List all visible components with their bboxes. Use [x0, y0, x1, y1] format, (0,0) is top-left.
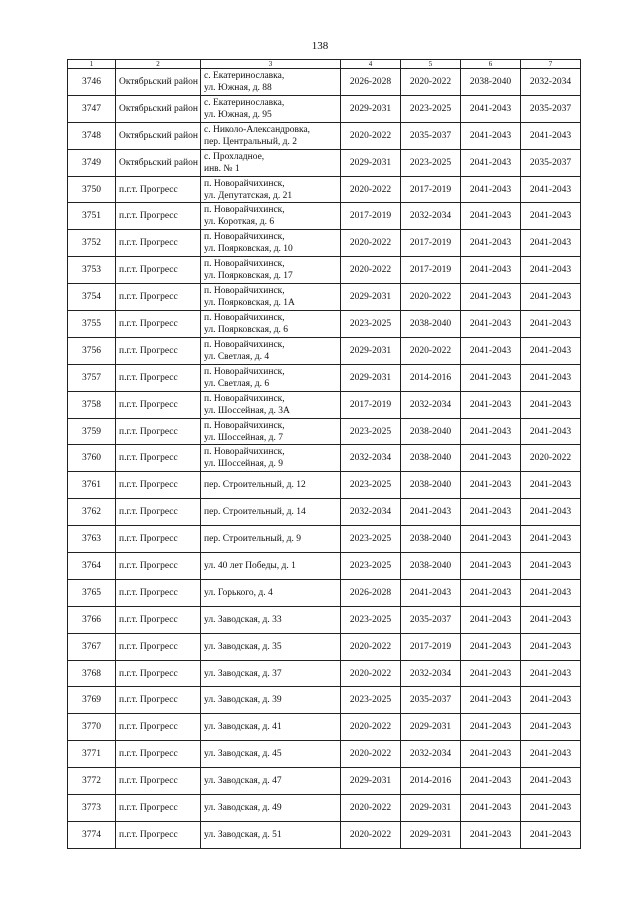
address-cell [201, 660, 341, 687]
period-cell: 2020-2022 [401, 337, 461, 364]
district-cell: п.г.т. Прогресс [116, 203, 201, 230]
period-cell: 2041-2043 [521, 499, 581, 526]
address-cell [201, 795, 341, 822]
address-line: ул. Заводская, д. 45 [204, 749, 282, 760]
table-row [68, 606, 581, 633]
row-number: 3754 [68, 284, 116, 311]
period-cell: 2041-2043 [521, 579, 581, 606]
address-line: ул. Поярковская, д. 10 [204, 244, 293, 255]
address-cell [201, 445, 341, 472]
period-cell: 2041-2043 [461, 149, 521, 176]
address-line: ул. Заводская, д. 39 [204, 695, 282, 706]
address-cell [201, 633, 341, 660]
address-line: п. Новорайчихинск, [204, 259, 285, 270]
row-number: 3770 [68, 714, 116, 741]
period-cell: 2023-2025 [341, 526, 401, 553]
address-cell [201, 203, 341, 230]
address-line: ул. Светлая, д. 4 [204, 351, 270, 362]
period-cell: 2041-2043 [521, 741, 581, 768]
period-cell: 2041-2043 [461, 687, 521, 714]
district-cell: п.г.т. Прогресс [116, 795, 201, 822]
period-cell: 2041-2043 [521, 606, 581, 633]
period-cell: 2029-2031 [341, 337, 401, 364]
row-number: 3772 [68, 768, 116, 795]
address-line: ул. Светлая, д. 6 [204, 378, 270, 389]
address-line: ул. Поярковская, д. 1А [204, 298, 295, 309]
row-number: 3762 [68, 499, 116, 526]
table-row [68, 364, 581, 391]
row-number: 3752 [68, 230, 116, 257]
row-number: 3746 [68, 69, 116, 96]
address-line: п. Новорайчихинск, [204, 447, 285, 458]
period-cell: 2020-2022 [341, 795, 401, 822]
period-cell: 2041-2043 [461, 337, 521, 364]
period-cell: 2041-2043 [461, 257, 521, 284]
address-line: ул. Заводская, д. 51 [204, 829, 282, 840]
address-line: ул. Заводская, д. 35 [204, 641, 282, 652]
period-cell: 2032-2034 [521, 69, 581, 96]
district-cell: п.г.т. Прогресс [116, 714, 201, 741]
district-cell: п.г.т. Прогресс [116, 257, 201, 284]
row-number: 3756 [68, 337, 116, 364]
address-cell [201, 526, 341, 553]
period-cell: 2038-2040 [401, 445, 461, 472]
address-line: ул. Поярковская, д. 6 [204, 324, 289, 335]
column-number-row [68, 60, 581, 69]
period-cell: 2035-2037 [401, 606, 461, 633]
period-cell: 2017-2019 [401, 257, 461, 284]
period-cell: 2038-2040 [401, 526, 461, 553]
address-cell [201, 579, 341, 606]
period-cell: 2029-2031 [401, 795, 461, 822]
period-cell: 2032-2034 [401, 741, 461, 768]
address-line: ул. Заводская, д. 41 [204, 722, 282, 733]
address-line: ул. Поярковская, д. 17 [204, 271, 293, 282]
address-line: п. Новорайчихинск, [204, 339, 285, 350]
period-cell: 2017-2019 [401, 633, 461, 660]
row-number: 3771 [68, 741, 116, 768]
row-number: 3766 [68, 606, 116, 633]
period-cell: 2041-2043 [461, 311, 521, 338]
period-cell: 2041-2043 [461, 741, 521, 768]
table-row [68, 553, 581, 580]
period-cell: 2017-2019 [341, 391, 401, 418]
row-number: 3773 [68, 795, 116, 822]
period-cell: 2041-2043 [401, 579, 461, 606]
district-cell: п.г.т. Прогресс [116, 418, 201, 445]
period-cell: 2023-2025 [341, 311, 401, 338]
column-number: 6 [461, 60, 521, 69]
address-line: ул. Шоссейная, д. 3А [204, 405, 290, 416]
address-cell [201, 176, 341, 203]
period-cell: 2041-2043 [461, 95, 521, 122]
address-line: пер. Центральный, д. 2 [204, 136, 297, 147]
table-row [68, 579, 581, 606]
table-row [68, 418, 581, 445]
table-row [68, 337, 581, 364]
period-cell: 2041-2043 [521, 472, 581, 499]
column-number: 4 [341, 60, 401, 69]
period-cell: 2041-2043 [521, 553, 581, 580]
table-row [68, 445, 581, 472]
district-cell: Октябрьский район [116, 69, 201, 96]
district-cell: п.г.т. Прогресс [116, 337, 201, 364]
column-number: 1 [68, 60, 116, 69]
period-cell: 2041-2043 [521, 660, 581, 687]
period-cell: 2017-2019 [341, 203, 401, 230]
period-cell: 2017-2019 [401, 176, 461, 203]
row-number: 3764 [68, 553, 116, 580]
address-cell [201, 257, 341, 284]
district-cell: Октябрьский район [116, 149, 201, 176]
period-cell: 2020-2022 [341, 257, 401, 284]
period-cell: 2041-2043 [461, 660, 521, 687]
address-cell [201, 337, 341, 364]
period-cell: 2041-2043 [461, 445, 521, 472]
table-row [68, 472, 581, 499]
period-cell: 2032-2034 [401, 391, 461, 418]
period-cell: 2041-2043 [521, 364, 581, 391]
table-row [68, 284, 581, 311]
period-cell: 2041-2043 [461, 122, 521, 149]
period-cell: 2041-2043 [461, 579, 521, 606]
address-line: с. Екатеринославка, [204, 97, 285, 108]
row-number: 3769 [68, 687, 116, 714]
address-line: п. Новорайчихинск, [204, 312, 285, 323]
table-row [68, 714, 581, 741]
table-row [68, 176, 581, 203]
district-cell: п.г.т. Прогресс [116, 660, 201, 687]
period-cell: 2041-2043 [461, 526, 521, 553]
district-cell: п.г.т. Прогресс [116, 741, 201, 768]
table-row [68, 741, 581, 768]
period-cell: 2020-2022 [341, 633, 401, 660]
table-row [68, 230, 581, 257]
period-cell: 2041-2043 [461, 418, 521, 445]
column-number: 7 [521, 60, 581, 69]
address-line: п. Новорайчихинск, [204, 178, 285, 189]
period-cell: 2041-2043 [521, 391, 581, 418]
address-line: ул. Шоссейная, д. 9 [204, 459, 283, 470]
row-number: 3750 [68, 176, 116, 203]
period-cell: 2023-2025 [341, 418, 401, 445]
period-cell: 2041-2043 [461, 391, 521, 418]
table-row [68, 795, 581, 822]
row-number: 3774 [68, 821, 116, 848]
period-cell: 2020-2022 [341, 122, 401, 149]
period-cell: 2020-2022 [341, 714, 401, 741]
period-cell: 2020-2022 [341, 176, 401, 203]
period-cell: 2041-2043 [521, 284, 581, 311]
address-cell [201, 768, 341, 795]
table-row [68, 69, 581, 96]
address-cell [201, 122, 341, 149]
district-cell: п.г.т. Прогресс [116, 364, 201, 391]
period-cell: 2038-2040 [401, 553, 461, 580]
table-row [68, 526, 581, 553]
address-cell [201, 714, 341, 741]
period-cell: 2014-2016 [401, 364, 461, 391]
period-cell: 2038-2040 [401, 472, 461, 499]
row-number: 3761 [68, 472, 116, 499]
period-cell: 2041-2043 [461, 606, 521, 633]
row-number: 3763 [68, 526, 116, 553]
row-number: 3755 [68, 311, 116, 338]
period-cell: 2035-2037 [401, 687, 461, 714]
address-cell [201, 311, 341, 338]
address-line: ул. Южная, д. 95 [204, 109, 272, 120]
district-cell: п.г.т. Прогресс [116, 633, 201, 660]
table-row [68, 95, 581, 122]
district-cell: п.г.т. Прогресс [116, 606, 201, 633]
district-cell: п.г.т. Прогресс [116, 687, 201, 714]
address-cell [201, 95, 341, 122]
address-cell [201, 391, 341, 418]
period-cell: 2035-2037 [521, 149, 581, 176]
period-cell: 2035-2037 [401, 122, 461, 149]
period-cell: 2023-2025 [341, 606, 401, 633]
row-number: 3753 [68, 257, 116, 284]
table-row [68, 203, 581, 230]
period-cell: 2041-2043 [461, 284, 521, 311]
table-row [68, 149, 581, 176]
period-cell: 2041-2043 [461, 472, 521, 499]
address-line: пер. Строительный, д. 9 [204, 534, 301, 545]
row-number: 3757 [68, 364, 116, 391]
period-cell: 2041-2043 [461, 176, 521, 203]
address-cell [201, 687, 341, 714]
period-cell: 2041-2043 [521, 311, 581, 338]
district-cell: Октябрьский район [116, 95, 201, 122]
row-number: 3768 [68, 660, 116, 687]
period-cell: 2029-2031 [341, 149, 401, 176]
column-number: 2 [116, 60, 201, 69]
address-line: ул. Заводская, д. 49 [204, 802, 282, 813]
address-line: п. Новорайчихинск, [204, 232, 285, 243]
period-cell: 2017-2019 [401, 230, 461, 257]
table-row [68, 687, 581, 714]
row-number: 3767 [68, 633, 116, 660]
district-cell: п.г.т. Прогресс [116, 391, 201, 418]
row-number: 3748 [68, 122, 116, 149]
district-cell: п.г.т. Прогресс [116, 445, 201, 472]
period-cell: 2041-2043 [521, 526, 581, 553]
period-cell: 2041-2043 [461, 633, 521, 660]
district-cell: п.г.т. Прогресс [116, 526, 201, 553]
table-row [68, 499, 581, 526]
address-line: ул. Короткая, д. 6 [204, 217, 275, 228]
address-cell [201, 149, 341, 176]
address-cell [201, 364, 341, 391]
period-cell: 2041-2043 [521, 230, 581, 257]
row-number: 3747 [68, 95, 116, 122]
period-cell: 2038-2040 [401, 418, 461, 445]
address-cell [201, 69, 341, 96]
period-cell: 2041-2043 [521, 768, 581, 795]
period-cell: 2029-2031 [341, 284, 401, 311]
address-cell [201, 418, 341, 445]
period-cell: 2020-2022 [401, 69, 461, 96]
housing-schedule-table [67, 59, 581, 849]
address-line: с. Екатеринославка, [204, 70, 285, 81]
period-cell: 2020-2022 [341, 821, 401, 848]
period-cell: 2029-2031 [341, 364, 401, 391]
period-cell: 2020-2022 [341, 741, 401, 768]
address-cell [201, 472, 341, 499]
address-line: ул. Заводская, д. 47 [204, 776, 282, 787]
column-number: 5 [401, 60, 461, 69]
address-line: с. Прохладное, [204, 151, 265, 162]
table-row [68, 257, 581, 284]
address-line: п. Новорайчихинск, [204, 393, 285, 404]
address-line: инв. № 1 [204, 163, 240, 174]
table-row [68, 821, 581, 848]
period-cell: 2020-2022 [341, 660, 401, 687]
period-cell: 2026-2028 [341, 579, 401, 606]
district-cell: п.г.т. Прогресс [116, 284, 201, 311]
row-number: 3758 [68, 391, 116, 418]
address-line: пер. Строительный, д. 14 [204, 507, 306, 518]
period-cell: 2041-2043 [461, 364, 521, 391]
period-cell: 2029-2031 [401, 714, 461, 741]
address-cell [201, 230, 341, 257]
row-number: 3751 [68, 203, 116, 230]
table-body [68, 69, 581, 849]
address-cell [201, 499, 341, 526]
district-cell: п.г.т. Прогресс [116, 821, 201, 848]
period-cell: 2041-2043 [461, 499, 521, 526]
period-cell: 2041-2043 [521, 714, 581, 741]
address-line: ул. Депутатская, д. 21 [204, 190, 293, 201]
period-cell: 2032-2034 [341, 499, 401, 526]
address-cell [201, 741, 341, 768]
period-cell: 2041-2043 [461, 230, 521, 257]
period-cell: 2041-2043 [521, 337, 581, 364]
address-cell [201, 553, 341, 580]
period-cell: 2020-2022 [341, 230, 401, 257]
period-cell: 2041-2043 [461, 795, 521, 822]
period-cell: 2026-2028 [341, 69, 401, 96]
table-row [68, 633, 581, 660]
district-cell: п.г.т. Прогресс [116, 579, 201, 606]
address-line: п. Новорайчихинск, [204, 420, 285, 431]
period-cell: 2032-2034 [341, 445, 401, 472]
table-row [68, 768, 581, 795]
address-cell [201, 821, 341, 848]
period-cell: 2023-2025 [341, 472, 401, 499]
period-cell: 2038-2040 [461, 69, 521, 96]
period-cell: 2041-2043 [521, 257, 581, 284]
table-row [68, 311, 581, 338]
table-row [68, 391, 581, 418]
period-cell: 2041-2043 [521, 122, 581, 149]
district-cell: п.г.т. Прогресс [116, 311, 201, 338]
period-cell: 2023-2025 [341, 553, 401, 580]
address-line: ул. Заводская, д. 33 [204, 614, 282, 625]
table-row [68, 122, 581, 149]
period-cell: 2041-2043 [521, 418, 581, 445]
district-cell: п.г.т. Прогресс [116, 553, 201, 580]
row-number: 3760 [68, 445, 116, 472]
period-cell: 2023-2025 [341, 687, 401, 714]
district-cell: п.г.т. Прогресс [116, 499, 201, 526]
district-cell: Октябрьский район [116, 122, 201, 149]
district-cell: п.г.т. Прогресс [116, 768, 201, 795]
row-number: 3765 [68, 579, 116, 606]
address-line: п. Новорайчихинск, [204, 286, 285, 297]
period-cell: 2041-2043 [461, 714, 521, 741]
period-cell: 2029-2031 [401, 821, 461, 848]
address-line: п. Новорайчихинск, [204, 205, 285, 216]
period-cell: 2029-2031 [341, 95, 401, 122]
period-cell: 2041-2043 [401, 499, 461, 526]
period-cell: 2041-2043 [461, 203, 521, 230]
period-cell: 2041-2043 [521, 176, 581, 203]
period-cell: 2029-2031 [341, 768, 401, 795]
district-cell: п.г.т. Прогресс [116, 472, 201, 499]
period-cell: 2032-2034 [401, 203, 461, 230]
period-cell: 2041-2043 [521, 633, 581, 660]
table-row [68, 660, 581, 687]
period-cell: 2023-2025 [401, 149, 461, 176]
period-cell: 2041-2043 [521, 687, 581, 714]
page-number: 138 [311, 40, 329, 52]
period-cell: 2035-2037 [521, 95, 581, 122]
address-cell [201, 284, 341, 311]
address-line: ул. Шоссейная, д. 7 [204, 432, 283, 443]
period-cell: 2041-2043 [461, 821, 521, 848]
address-line: ул. 40 лет Победы, д. 1 [204, 560, 296, 571]
address-line: с. Николо-Александровка, [204, 124, 311, 135]
period-cell: 2020-2022 [521, 445, 581, 472]
period-cell: 2041-2043 [461, 553, 521, 580]
column-number: 3 [201, 60, 341, 69]
district-cell: п.г.т. Прогресс [116, 230, 201, 257]
period-cell: 2032-2034 [401, 660, 461, 687]
period-cell: 2014-2016 [401, 768, 461, 795]
period-cell: 2038-2040 [401, 311, 461, 338]
address-line: пер. Строительный, д. 12 [204, 480, 306, 491]
row-number: 3749 [68, 149, 116, 176]
period-cell: 2041-2043 [521, 203, 581, 230]
address-line: ул. Заводская, д. 37 [204, 668, 282, 679]
row-number: 3759 [68, 418, 116, 445]
address-line: ул. Горького, д. 4 [204, 587, 273, 598]
period-cell: 2023-2025 [401, 95, 461, 122]
address-line: п. Новорайчихинск, [204, 366, 285, 377]
address-line: ул. Южная, д. 88 [204, 82, 272, 93]
period-cell: 2041-2043 [461, 768, 521, 795]
period-cell: 2020-2022 [401, 284, 461, 311]
address-cell [201, 606, 341, 633]
district-cell: п.г.т. Прогресс [116, 176, 201, 203]
period-cell: 2041-2043 [521, 795, 581, 822]
period-cell: 2041-2043 [521, 821, 581, 848]
